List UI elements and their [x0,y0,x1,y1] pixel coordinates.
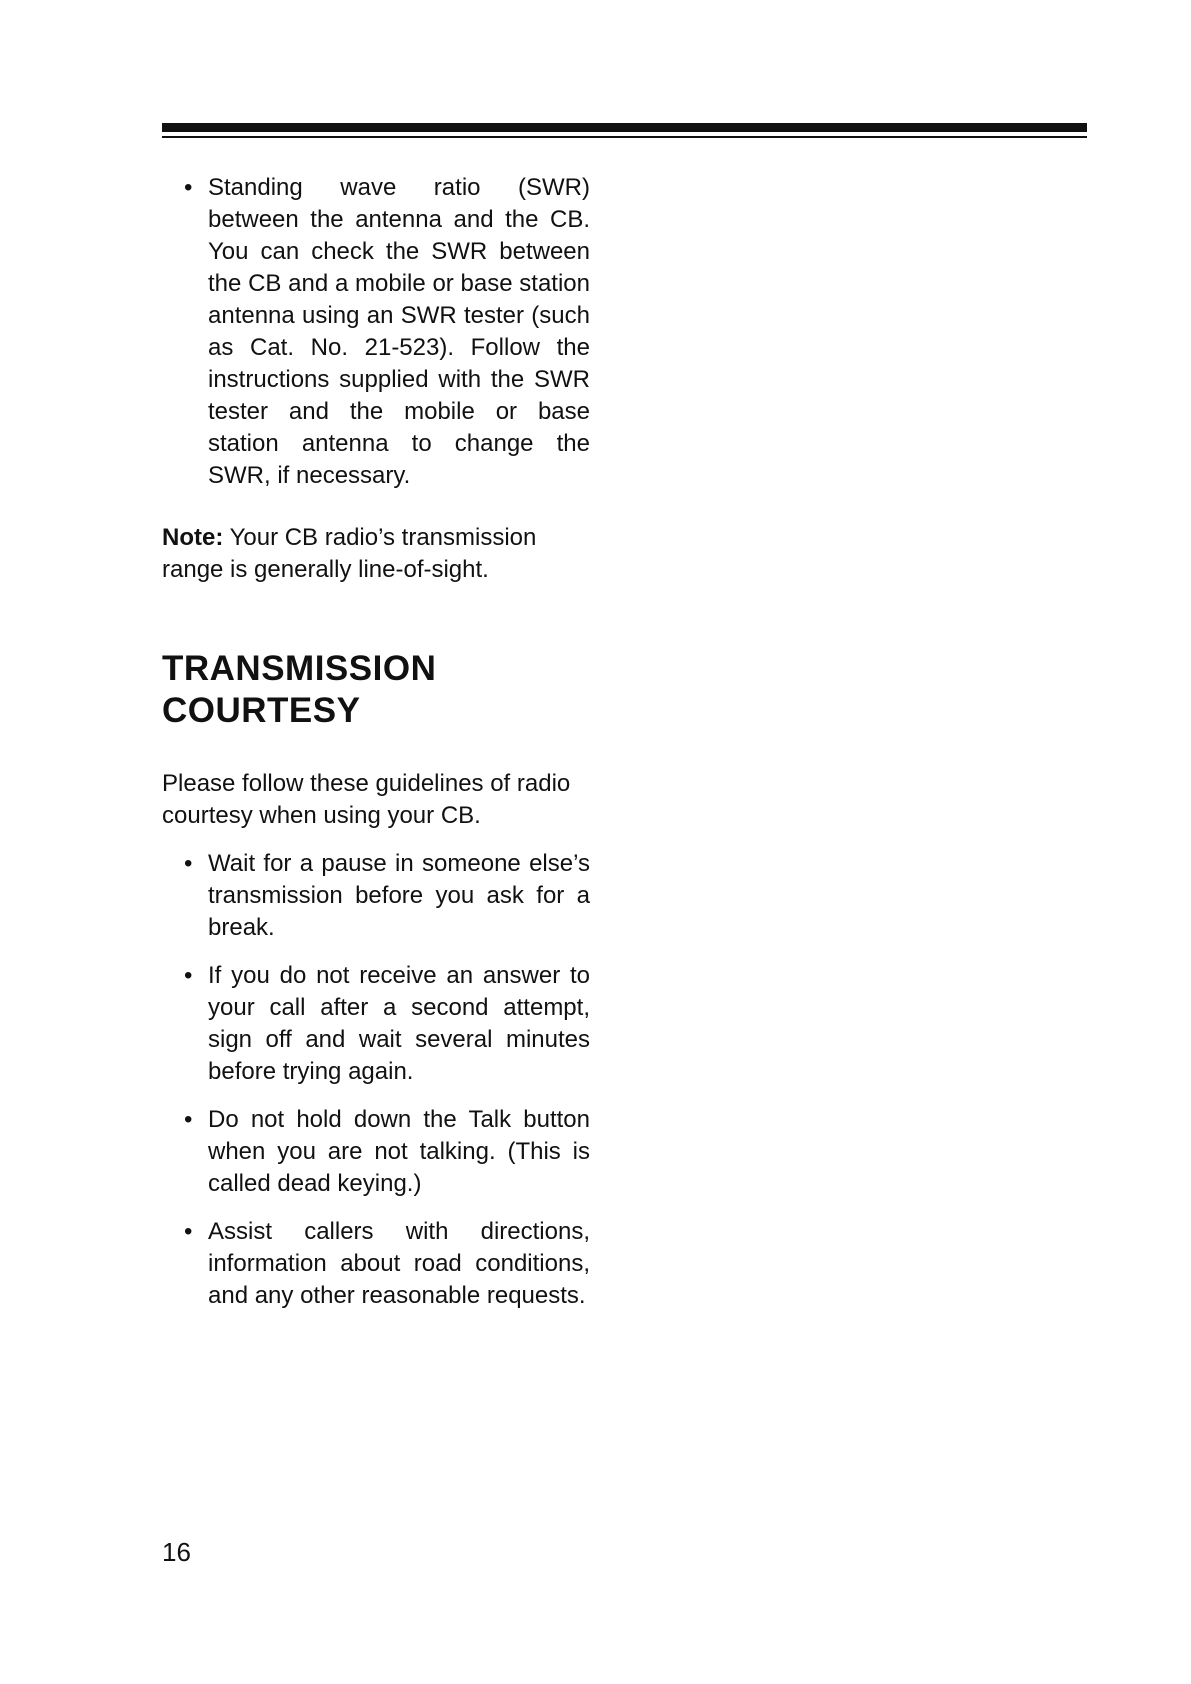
list-item [162,172,590,492]
bullet-text: Standing wave ratio (SWR) between the antenna and the CB. You can check the SWR between the CB and a mobile or base station antenna using an SWR tester (such as Cat. No. 21-523). Follow the instructions supplied with the SWR tester and the mobile or base station antenna to change the SWR, if necessary. [208,174,590,489]
bullet-text: If you do not receive an answer to your call after a second attempt, sign off and wait several minutes before trying again. [208,962,590,1085]
section-heading-line1: TRANSMISSION [162,649,437,688]
bullet-icon: • [184,1106,193,1133]
note-paragraph [162,522,590,586]
section-heading [162,648,590,732]
list-item [162,1104,590,1200]
bullet-icon: • [184,850,193,877]
section-intro: Please follow these guidelines of radio courtesy when using your CB. [162,770,571,829]
note-label: Note: [162,524,224,551]
text-column [162,172,590,1328]
bullet-icon: • [184,962,193,989]
bullet-icon: • [184,1218,193,1245]
list-item [162,960,590,1088]
list-item [162,1216,590,1312]
header-rule-thick [162,123,1087,132]
header-rule-thin [162,136,1087,138]
note-text: Your CB radio’s transmission range is generally line-of-sight. [162,524,537,583]
bullet-icon: • [184,174,193,201]
bullet-text: Wait for a pause in someone else’s transmission before you ask for a break. [208,850,590,941]
list-item [162,848,590,944]
section-heading-line2: COURTESY [162,691,361,730]
page-number: 16 [162,1537,191,1567]
swr-bullet-list [162,172,590,492]
bullet-text: Assist callers with directions, information about road conditions, and any other reasonable requests. [208,1218,590,1309]
bullet-text: Do not hold down the Talk button when you are not talking. (This is called dead keying.) [208,1106,590,1197]
courtesy-bullet-list [162,848,590,1312]
